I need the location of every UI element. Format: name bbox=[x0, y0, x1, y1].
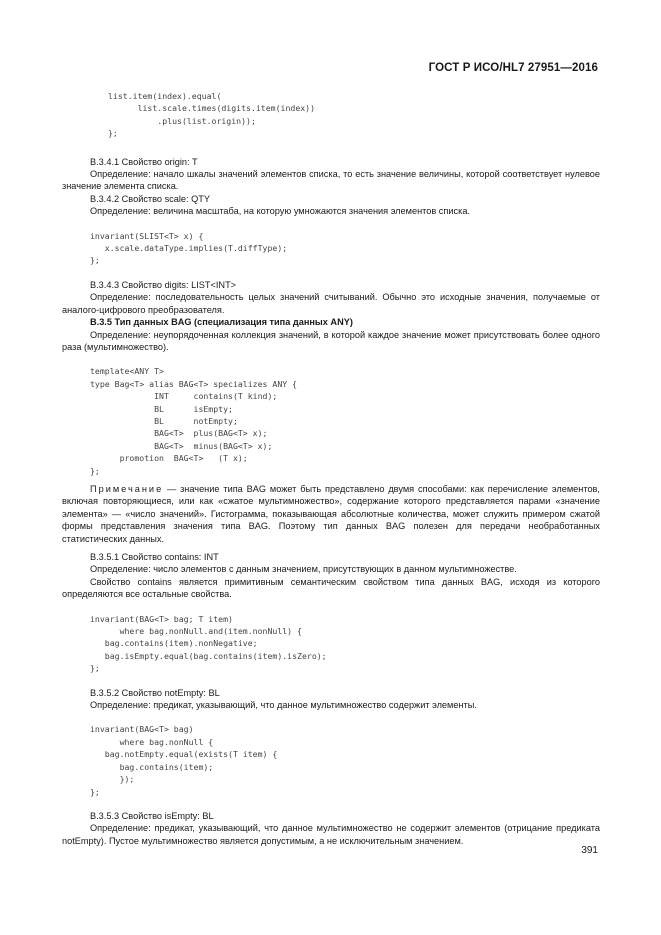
definition-digits: Определение: последовательность целых значений считываний. Обычно это исходные значения, получаемые от аналого-цифрового преобразователя. bbox=[62, 292, 600, 315]
definition-contains: Определение: число элементов с данным значением, присутствующих в данном мультимножестве. bbox=[90, 564, 517, 575]
page-number: 391 bbox=[581, 845, 598, 856]
section-title-digits: B.3.4.3 Свойство digits: LIST<INT> bbox=[90, 279, 237, 290]
note-text: — значение типа BAG может быть представлено двумя способами: как перечисление элементов, включая повторяющиеся, или как «сжатое мультимножество», содержание которого представляется парами «значение элемента» — «число значений». Гистограмма, показывающая абсолютные количества, может служить примером сжатой формы представления значения типа BAG. Поэтому тип данных BAG полезен для передачи необработанных статистических данных. bbox=[62, 483, 600, 544]
section-title-origin: B.3.4.1 Свойство origin: T bbox=[90, 156, 198, 167]
code-block-slist-invariant: invariant(SLIST<T> x) { x.scale.dataType.implies(T.diffType); }; bbox=[90, 230, 288, 266]
code-block-notempty-invariant: invariant(BAG<T> bag) where bag.nonNull { bag.notEmpty.equal(exists(T item) { bag.contains(item); }); }; bbox=[90, 724, 278, 797]
note-paragraph bbox=[62, 483, 600, 545]
definition-isempty: Определение: предикат, указывающий, что данное мультимножество не содержит элементов (отрицание предиката notEmpty). Пустое мультимножество является допустимым, а не исключительным значением. bbox=[62, 823, 600, 846]
code-block-list-item: list.item(index).equal( list.scale.times(digits.item(index)) .plus(list.origin)); }; bbox=[108, 91, 316, 139]
definition-bag: Определение: неупорядоченная коллекция значений, в которой каждое значение может присутствовать более одного раза (мультимножество). bbox=[62, 329, 600, 352]
code-block-bag-invariant: invariant(BAG<T> bag; T item) where bag.nonNull.and(item.nonNull) { bag.contains(item).nonNegative; bag.isEmpty.equal(bag.contains(item).isZero); }; bbox=[90, 613, 327, 674]
document-header: ГОСТ Р ИСО/HL7 27951—2016 bbox=[428, 62, 598, 74]
definition-origin: Определение: начало шкалы значений элементов списка, то есть значение величины, которой соответствует нулевое значение элемента списка. bbox=[62, 169, 600, 192]
section-title-bag: B.3.5 Тип данных BAG (специализация типа данных ANY) bbox=[90, 317, 353, 328]
section-title-contains: B.3.5.1 Свойство contains: INT bbox=[90, 552, 219, 562]
document-body bbox=[62, 90, 600, 847]
section-title-notempty: B.3.5.2 Свойство notEmpty: BL bbox=[90, 687, 220, 698]
contains-explanation: Свойство contains является примитивным семантическим свойством типа данных BAG, исходя из которого определяются все остальные свойства. bbox=[62, 576, 600, 600]
definition-scale: Определение: величина масштаба, на которую умножаются значения элементов списка. bbox=[90, 206, 470, 217]
section-title-isempty: B.3.5.3 Свойство isEmpty: BL bbox=[90, 810, 214, 821]
section-title-scale: B.3.4.2 Свойство scale: QTY bbox=[90, 193, 211, 204]
code-block-bag-template: template<ANY T> type Bag<T> alias BAG<T> specializes ANY { INT contains(T kind); BL isEmpty; BL notEmpty; BAG<T> plus(BAG<T> x); BAG<T> minus(BAG<T> x); promotion BAG<T> (T x); }; bbox=[90, 366, 298, 476]
note-label: Примечание bbox=[90, 483, 164, 494]
definition-notempty: Определение: предикат, указывающий, что данное мультимножество содержит элементы. bbox=[90, 700, 477, 711]
